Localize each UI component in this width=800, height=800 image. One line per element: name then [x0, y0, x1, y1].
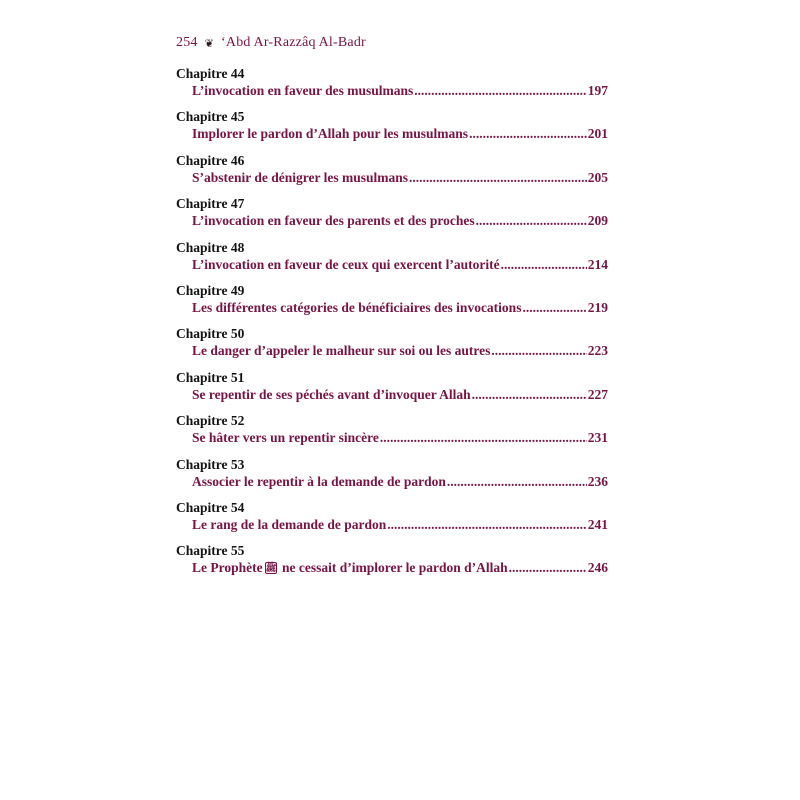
toc-entry-45[interactable] [176, 109, 608, 152]
toc-line[interactable] [192, 386, 608, 403]
toc-line[interactable] [192, 473, 608, 490]
chapter-label: Chapitre 52 [176, 413, 245, 429]
dot-leader [491, 342, 586, 359]
dot-leader [469, 125, 587, 142]
dot-leader [472, 386, 587, 403]
dot-leader [501, 256, 587, 273]
toc-page-number: 197 [587, 83, 608, 98]
dot-leader [522, 299, 586, 316]
chapter-label: Chapitre 50 [176, 326, 245, 342]
chapter-label: Chapitre 46 [176, 152, 245, 168]
toc-title: Se hâter vers un repentir sincère [192, 430, 379, 446]
toc-entry-44[interactable] [176, 66, 608, 109]
calligraphy-ornament-icon: ❦ [204, 37, 215, 50]
toc-page-number: 223 [587, 343, 608, 359]
running-header [176, 35, 366, 51]
toc-title-part: Le Prophète [192, 560, 263, 576]
toc-page-number: 205 [587, 169, 608, 185]
dot-leader [409, 169, 587, 186]
toc-page-number: 214 [587, 256, 608, 272]
toc-entry-49[interactable] [176, 283, 608, 326]
toc-line[interactable] [192, 559, 608, 576]
toc-page-number: 246 [587, 560, 608, 576]
chapter-label: Chapitre 48 [176, 239, 245, 255]
toc-entry-55[interactable] [176, 543, 608, 586]
toc-line[interactable] [192, 125, 608, 142]
dot-leader [380, 429, 587, 446]
chapter-label: Chapitre 47 [176, 196, 245, 212]
salawat-icon: ﷺ [265, 563, 277, 574]
toc-title: Implorer le pardon d’Allah pour les musulmans [192, 126, 469, 142]
chapter-label: Chapitre 54 [176, 499, 245, 515]
toc-line[interactable] [192, 82, 608, 99]
chapter-label: Chapitre 49 [176, 282, 245, 298]
toc-entry-48[interactable] [176, 240, 608, 283]
toc-entry-51[interactable] [176, 370, 608, 413]
toc-line[interactable] [192, 516, 608, 533]
toc-page-number: 209 [587, 213, 608, 229]
chapter-label: Chapitre 53 [176, 456, 245, 472]
toc-title-part: ne cessait d’implorer le pardon d’Allah [278, 560, 508, 576]
toc-entry-53[interactable] [176, 457, 608, 500]
toc-page-number: 219 [587, 299, 608, 315]
chapter-label: Chapitre 55 [176, 543, 245, 559]
page-number: 254 [176, 35, 198, 50]
chapter-label: Chapitre 44 [176, 66, 245, 81]
toc-entry-47[interactable] [176, 196, 608, 239]
toc-line[interactable] [192, 429, 608, 446]
toc-entry-52[interactable] [176, 413, 608, 456]
chapter-label: Chapitre 45 [176, 109, 245, 125]
toc-page-number: 201 [587, 126, 608, 142]
toc-title: Les différentes catégories de bénéficiaires des invocations [192, 299, 522, 315]
toc-line[interactable] [192, 299, 608, 316]
toc-title: Associer le repentir à la demande de pardon [192, 473, 446, 489]
toc-title: L’invocation en faveur des parents et des proches [192, 213, 475, 229]
toc-page-number: 231 [587, 430, 608, 446]
toc-line[interactable] [192, 169, 608, 186]
table-of-contents [176, 66, 608, 587]
chapter-label: Chapitre 51 [176, 369, 245, 385]
toc-title: Le danger d’appeler le malheur sur soi ou les autres [192, 343, 491, 359]
toc-title: Se repentir de ses péchés avant d’invoquer Allah [192, 386, 471, 402]
toc-title [192, 559, 508, 576]
toc-title: Le rang de la demande de pardon [192, 516, 387, 532]
dot-leader [447, 473, 587, 490]
dot-leader [414, 82, 586, 99]
toc-title: S’abstenir de dénigrer les musulmans [192, 169, 409, 185]
dot-leader [387, 516, 586, 533]
toc-entry-54[interactable] [176, 500, 608, 543]
toc-line[interactable] [192, 256, 608, 273]
toc-entry-50[interactable] [176, 326, 608, 369]
author-name: ‘Abd Ar-Razzâq Al-Badr [221, 35, 366, 50]
toc-page-number: 241 [587, 516, 608, 532]
dot-leader [476, 212, 587, 229]
toc-line[interactable] [192, 342, 608, 359]
dot-leader [509, 559, 587, 576]
toc-page-number: 227 [587, 386, 608, 402]
toc-title: L’invocation en faveur de ceux qui exercent l’autorité [192, 256, 500, 272]
toc-title: L’invocation en faveur des musulmans [192, 83, 414, 98]
toc-entry-46[interactable] [176, 153, 608, 196]
toc-line[interactable] [192, 212, 608, 229]
toc-page-number: 236 [587, 473, 608, 489]
